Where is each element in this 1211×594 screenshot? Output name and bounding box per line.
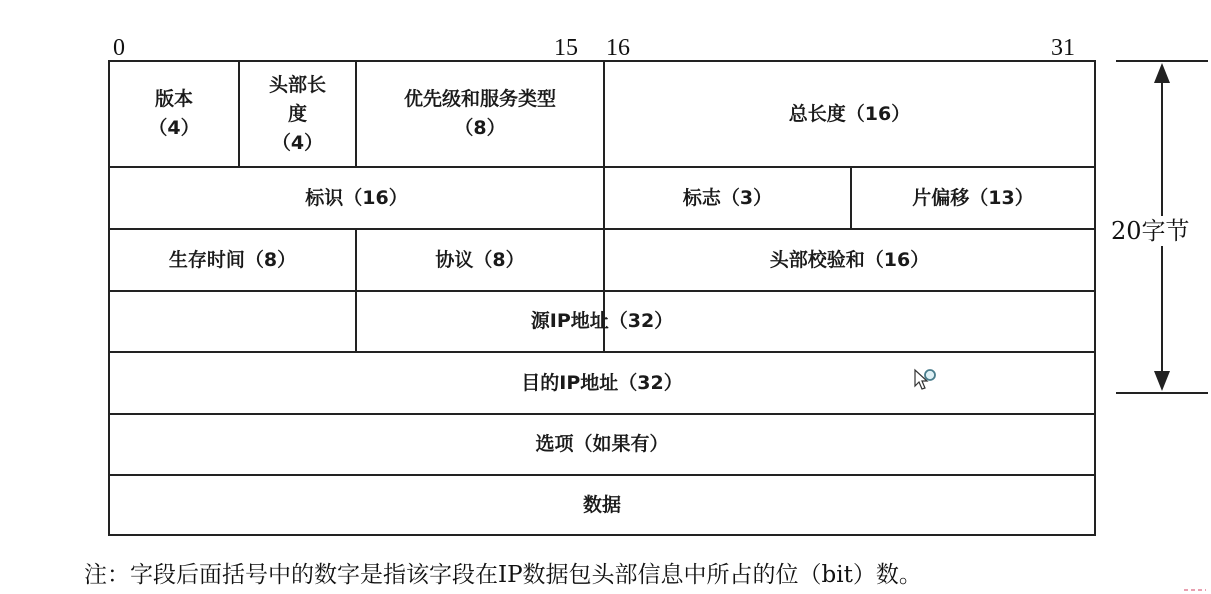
bit-label-31: 31 xyxy=(1051,35,1075,61)
cursor-icon xyxy=(912,366,940,394)
red-mark-icon xyxy=(1182,582,1208,594)
field-fragment-offset: 片偏移（13） xyxy=(912,186,1034,209)
field-data: 数据 xyxy=(582,493,621,516)
field-total-length: 总长度（16） xyxy=(788,102,911,125)
field-type-of-service-bits: （8） xyxy=(454,117,506,139)
bit-label-15: 15 xyxy=(554,35,578,61)
footnote: 注：字段后面括号中的数字是指该字段在IP数据包头部信息中所占的位（bit）数。 xyxy=(84,562,922,588)
field-header-length-bits: （4） xyxy=(271,131,324,154)
field-header-length-name-2: 度 xyxy=(287,102,307,125)
field-source-ip: 源IP地址（32） xyxy=(530,310,674,332)
bit-label-16: 16 xyxy=(606,35,630,61)
field-header-checksum: 头部校验和（16） xyxy=(769,248,930,271)
field-ttl: 生存时间（8） xyxy=(168,248,297,271)
field-type-of-service-name: 优先级和服务类型 xyxy=(403,88,556,110)
ip-header-table xyxy=(108,60,1096,536)
field-version-bits: （4） xyxy=(148,117,200,139)
field-destination-ip: 目的IP地址（32） xyxy=(521,371,683,394)
bit-label-0: 0 xyxy=(113,35,125,61)
arrow-up-icon xyxy=(1154,63,1170,83)
field-header-length-name-1: 头部长 xyxy=(268,73,326,96)
field-options: 选项（如果有） xyxy=(535,433,669,455)
field-version xyxy=(110,62,238,166)
header-size-label: 20字节 xyxy=(1111,217,1190,245)
field-header-length xyxy=(240,62,355,166)
arrow-down-icon xyxy=(1154,371,1170,391)
field-flags: 标志（3） xyxy=(682,186,773,209)
field-type-of-service xyxy=(357,62,603,166)
field-identification: 标识（16） xyxy=(305,186,408,209)
field-protocol: 协议（8） xyxy=(435,248,525,271)
field-version-name: 版本 xyxy=(154,88,193,110)
